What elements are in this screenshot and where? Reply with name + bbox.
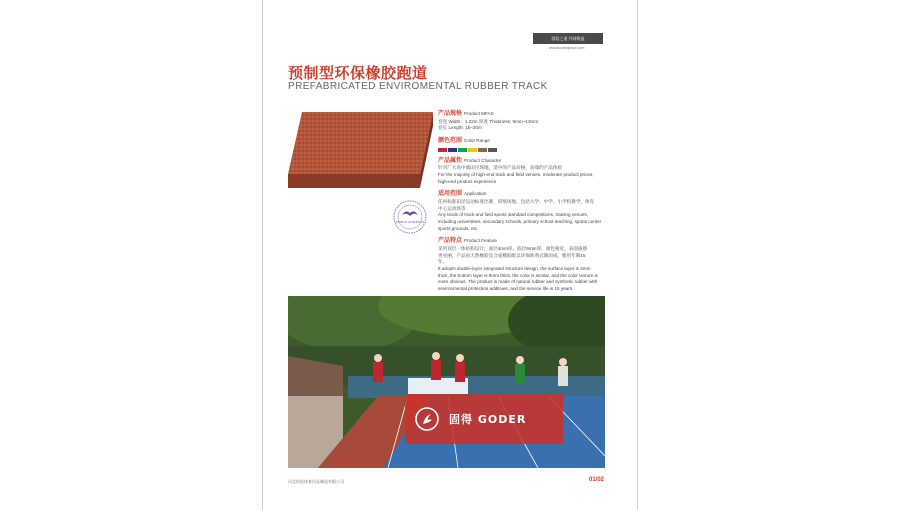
header-url[interactable]: www.fuudergtrack.com	[549, 46, 585, 50]
page-number: 01/02	[589, 477, 605, 483]
seal-text: WORLD ATHLETICS	[395, 220, 425, 224]
character-line: For the majority of high-end track and field venues, moderate product prices,	[438, 172, 594, 178]
character-line: 针对广大高中端田径场地，适中的产品价格，高端的产品体验	[438, 165, 563, 171]
brand-name: 固得 GODER	[449, 413, 527, 426]
character-heading-en: Product Character	[464, 157, 502, 163]
color-swatch	[448, 148, 457, 152]
features-line: 更亮丽，产品由天然橡胶及合成橡胶配以环保助剂式制而成，使用年限15	[438, 252, 586, 258]
spec-line: 卷宽 Width：1.22m 厚度 Thickness: 9mm~13mm	[438, 118, 539, 124]
application-heading-en: Application	[464, 191, 487, 197]
color-range-block	[438, 137, 633, 152]
color-heading-en: Color Range	[464, 138, 490, 143]
features-line: It adopts double-layer integrated structure design, the surface layer is 4mm	[438, 265, 591, 271]
spec-block	[438, 110, 633, 132]
application-heading-cn: 适用范围	[438, 191, 463, 198]
title-chinese: 预制型环保橡胶跑道	[288, 64, 428, 82]
application-block	[438, 190, 633, 232]
brand-banner	[405, 394, 563, 444]
color-swatch	[488, 148, 497, 152]
color-swatch	[468, 148, 477, 152]
features-heading-cn: 产品特点	[438, 238, 463, 245]
application-line: sports grounds, etc.	[438, 225, 479, 231]
spec-line: 卷长 Length: 15~20m	[438, 125, 482, 131]
application-line: Any kinds of track and field sports standard competitions, training venues,	[438, 212, 588, 218]
features-block	[438, 237, 633, 292]
brochure-page	[263, 0, 637, 510]
application-line: 中心运动场等	[438, 205, 466, 211]
brand-logo-icon	[415, 407, 439, 431]
color-swatch	[458, 148, 467, 152]
color-swatch	[438, 148, 447, 152]
features-heading-en: Product Feature	[464, 238, 497, 244]
features-line: 采用双层一体结构设计，面层4mm厚，底层9mm厚，颜色相近，表面质感	[438, 246, 588, 251]
application-line: 任何标准田径运动标准比赛，训练场地，包括大学、中学、小学校教学，体育	[438, 199, 595, 205]
header-tag: 固信之道 共同铸造	[533, 33, 603, 44]
character-line: high-end product experience	[438, 178, 497, 184]
world-athletics-seal	[393, 200, 427, 234]
application-line: including universities, secondary schools, primary school teaching, sports center	[438, 219, 602, 224]
color-heading-cn: 颜色范围	[438, 138, 463, 144]
footer-company: 河北佑松体育用品制造有限公司	[288, 479, 344, 484]
spec-heading-en: Product MFAS	[464, 111, 494, 116]
features-line: environmental protection additives, and the service life is 15 years.	[438, 285, 574, 291]
features-line: 年。	[438, 259, 448, 265]
spec-column	[438, 110, 633, 298]
features-line: more obvious. The product is made of natural rubber and synthetic rubber with	[438, 279, 598, 285]
color-swatches	[438, 148, 633, 152]
character-heading-cn: 产品属性	[438, 157, 463, 164]
rubber-track-sample-image	[288, 112, 433, 190]
title-english: PREFABRICATED ENVIROMENTAL RUBBER TRACK	[288, 81, 548, 92]
spec-heading-cn: 产品规格	[438, 111, 463, 117]
color-swatch	[478, 148, 487, 152]
features-line: thick, the bottom layer is 9mm thick, the color is similar, and the color texture is	[438, 272, 598, 278]
character-block	[438, 157, 633, 186]
